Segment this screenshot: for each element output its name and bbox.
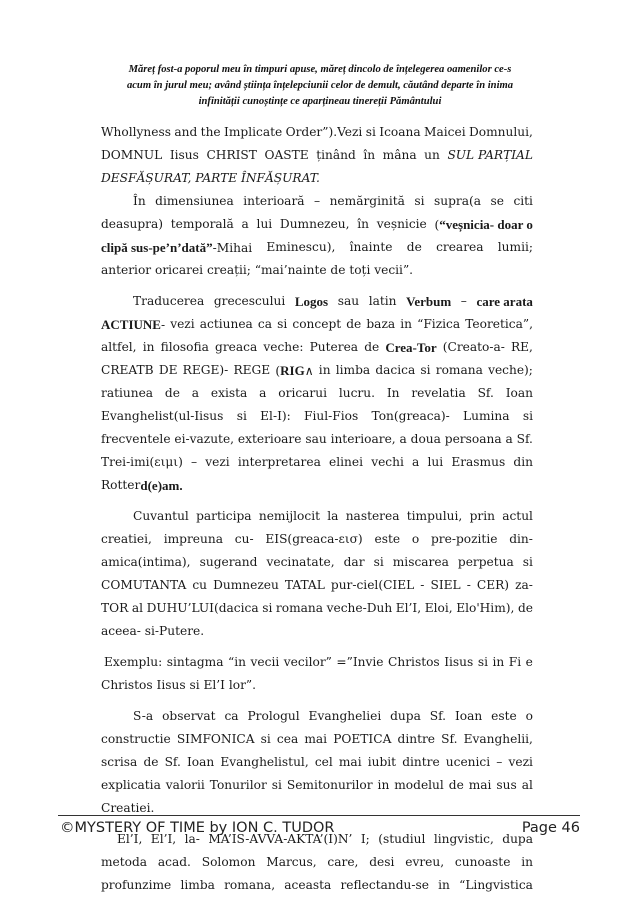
- word: El’I,: [395, 601, 422, 615]
- word: cea: [276, 732, 299, 746]
- page-body: [101, 121, 533, 897]
- text-line: [101, 336, 533, 359]
- word: in: [318, 363, 331, 377]
- word: -: [420, 578, 425, 592]
- word: OASTE: [264, 148, 309, 162]
- bold-term: Verbum: [406, 294, 452, 309]
- text-line: [101, 705, 533, 728]
- word: în: [363, 148, 376, 162]
- word: de: [164, 386, 180, 400]
- word: dintre: [397, 732, 436, 746]
- word: cu-: [234, 532, 254, 546]
- word: Eloi,: [424, 601, 453, 615]
- word: vezi: [205, 455, 230, 469]
- word: deasupra): [101, 217, 164, 231]
- word: observat: [162, 709, 216, 723]
- word: pur-ciel(CIEL: [330, 578, 415, 592]
- word: citi: [513, 194, 533, 208]
- word: veche-Duh: [326, 601, 393, 615]
- word: o: [525, 709, 533, 723]
- word: e: [525, 655, 533, 669]
- text-line: [101, 751, 533, 774]
- word: concept: [292, 317, 342, 331]
- text-line: [101, 359, 533, 382]
- word: RE,: [510, 340, 533, 354]
- word: Sf.: [516, 432, 533, 446]
- word: reflectandu-se: [340, 878, 429, 892]
- text-line: [101, 651, 533, 674]
- word-group: [434, 213, 532, 236]
- word: in: [142, 340, 155, 354]
- word: the: [200, 125, 221, 139]
- page-number: Page 46: [521, 820, 580, 836]
- word-group: [101, 313, 165, 336]
- text-line: [101, 574, 533, 597]
- word: in: [438, 878, 450, 892]
- word: Sf.: [164, 755, 181, 769]
- header-line: Măreț fost-a poporul meu în timpuri apuse, măreț dincolo de înțelegerea oamenilor ce-s: [128, 64, 512, 75]
- text: Creatiei.: [101, 801, 155, 815]
- word: interpretarea: [237, 455, 321, 469]
- text-line: [101, 451, 533, 474]
- word: ucenici: [445, 755, 491, 769]
- word: Marcus,: [266, 855, 317, 869]
- word: exterioare: [237, 432, 302, 446]
- word: Ton(greaca)-: [371, 409, 450, 423]
- word: Sf.: [429, 709, 447, 723]
- text-line: [101, 797, 533, 820]
- word: Ioan: [186, 755, 215, 769]
- word: impreuna: [163, 532, 223, 546]
- bold-term: care arata: [476, 294, 533, 309]
- word: filosofia: [160, 340, 209, 354]
- word: DOMNUL: [101, 148, 163, 162]
- text-line: [101, 144, 533, 167]
- word: În: [133, 194, 146, 208]
- word: EIS(greaca-εισ): [265, 532, 363, 546]
- word: Elo'Him),: [456, 601, 515, 615]
- word: (Creato-a-: [442, 340, 505, 354]
- word: Fiul-Fios: [304, 409, 359, 423]
- word: vechi: [371, 455, 404, 469]
- word: Ioan: [454, 709, 483, 723]
- word: baza: [366, 317, 396, 331]
- word: romana: [435, 363, 483, 377]
- word: iubit: [367, 755, 397, 769]
- word: frecventele: [101, 432, 171, 446]
- word: SIEL: [430, 578, 461, 592]
- word: profunzime: [101, 878, 172, 892]
- word: a: [505, 432, 513, 446]
- word: Lumina: [463, 409, 510, 423]
- text-line: [101, 597, 533, 620]
- word: interioare,: [330, 432, 396, 446]
- word: El’I,: [117, 832, 143, 846]
- word: ratiunea: [101, 386, 154, 400]
- word: cunoaste: [454, 855, 511, 869]
- word: Traducerea: [133, 294, 205, 308]
- word: si: [522, 555, 533, 569]
- word: vecinatate,: [266, 555, 335, 569]
- page-footer: [60, 820, 580, 836]
- word: Iisus: [444, 655, 474, 669]
- word: din: [513, 455, 533, 469]
- word: mai: [304, 732, 328, 746]
- word: al: [131, 601, 144, 615]
- word: DUHU’LUI(dacica: [146, 601, 259, 615]
- word: REGE: [233, 363, 271, 377]
- word: “Lingvistica: [459, 878, 533, 892]
- word: care,: [327, 855, 359, 869]
- word: sintagma: [166, 655, 224, 669]
- word: COMUTANTA: [101, 578, 187, 592]
- word: mai: [338, 755, 362, 769]
- word: –: [191, 455, 198, 469]
- text-line: [101, 505, 533, 528]
- word: timpului,: [406, 509, 463, 523]
- bold-term: ACTIUNE: [101, 317, 161, 332]
- text-line: [101, 213, 533, 236]
- word-group: [101, 236, 252, 259]
- word: lucru.: [338, 386, 375, 400]
- text: aceea- si-Putere.: [101, 624, 205, 638]
- word: de: [364, 340, 380, 354]
- word: perpetua: [457, 555, 514, 569]
- word: Semitonurilor: [286, 778, 373, 792]
- word: metoda: [101, 855, 148, 869]
- word: -: [466, 578, 471, 592]
- word: dacica: [375, 363, 416, 377]
- word: “Fizica: [417, 317, 461, 331]
- footer-copyright: ©MYSTERY OF TIME by ION C. TUDOR: [60, 820, 335, 836]
- word: in: [377, 778, 390, 792]
- text-line: [101, 774, 533, 797]
- bold-quote: “veșnicia- doar o: [439, 217, 533, 232]
- word: =”Invie: [336, 655, 384, 669]
- word: Implicate: [224, 125, 283, 139]
- word: mâna: [382, 148, 417, 162]
- word: REGE)-: [182, 363, 229, 377]
- word: si: [260, 732, 271, 746]
- text-line: [101, 236, 533, 259]
- word: evreu,: [405, 855, 445, 869]
- text-line: [101, 728, 533, 751]
- word: El’I,: [150, 832, 177, 846]
- word: sugerand: [199, 555, 258, 569]
- word: Puterea: [309, 340, 359, 354]
- word: in: [492, 655, 505, 669]
- word: cel: [314, 755, 333, 769]
- word: dimensiunea: [155, 194, 234, 208]
- word: Teoretica”,: [465, 317, 533, 331]
- text-line: [101, 121, 533, 144]
- bold-term: RIG: [280, 363, 305, 378]
- word: sus: [496, 778, 517, 792]
- word: POETICA: [333, 732, 392, 746]
- word: Trei-imi(ειμι): [101, 455, 183, 469]
- word: din-: [509, 532, 533, 546]
- word: CREATB: [101, 363, 154, 377]
- word: exista: [210, 386, 248, 400]
- word: DE: [158, 363, 178, 377]
- caret-glyph: ∧: [304, 364, 314, 378]
- word: and: [174, 125, 198, 139]
- word: Whollyness: [101, 125, 171, 139]
- word: si: [277, 317, 288, 331]
- word: Fi: [508, 655, 522, 669]
- word: -Mihai: [212, 241, 253, 255]
- word: cu: [192, 578, 208, 592]
- running-header: [60, 62, 580, 110]
- word: vezi: [508, 755, 533, 769]
- word: Prologul: [247, 709, 300, 723]
- word: in: [521, 855, 533, 869]
- word: S-a: [133, 709, 154, 723]
- word: ținând: [316, 148, 356, 162]
- word: si: [271, 778, 282, 792]
- text-line: [101, 313, 533, 336]
- word: la-: [184, 832, 200, 846]
- word: TOR: [101, 601, 129, 615]
- footer-divider: [58, 815, 580, 816]
- word: desi: [369, 855, 395, 869]
- word: si: [522, 409, 533, 423]
- word: -: [160, 318, 166, 332]
- text-line: [101, 551, 533, 574]
- word: actul: [502, 509, 533, 523]
- word: Icoana: [379, 125, 421, 139]
- word: ei-vazute,: [174, 432, 235, 446]
- word: sau: [337, 294, 360, 308]
- word: –: [314, 194, 321, 208]
- word: I;: [360, 832, 370, 846]
- word: la: [327, 509, 339, 523]
- word: amica(intima),: [101, 555, 191, 569]
- word: si: [236, 409, 247, 423]
- word: limba: [180, 878, 215, 892]
- word: –: [460, 294, 467, 308]
- word: în: [357, 217, 369, 231]
- word: SUL PARȚIAL: [447, 148, 533, 162]
- word: valorii: [165, 778, 205, 792]
- word: aceasta: [284, 878, 332, 892]
- text-line: [101, 620, 533, 643]
- word: (: [434, 218, 440, 232]
- word: Cuvantul: [133, 509, 189, 523]
- word: de: [143, 755, 159, 769]
- word: In: [386, 386, 400, 400]
- word: de: [406, 240, 422, 254]
- word: lingvistic,: [433, 832, 494, 846]
- word: romana,: [224, 878, 276, 892]
- word: Dumnezeu,: [279, 217, 350, 231]
- word: a: [259, 386, 267, 400]
- word: dar: [343, 555, 365, 569]
- word: constructie: [101, 732, 171, 746]
- word: vezi: [170, 317, 195, 331]
- word: grecescului: [213, 294, 286, 308]
- word: Exemplu:: [104, 655, 163, 669]
- text-line: [101, 405, 533, 428]
- header-line: infinității cunoștințe ce aparțineau tinereții Pământului: [198, 96, 442, 107]
- word-group: [275, 359, 313, 382]
- word: Evanghelii,: [463, 732, 533, 746]
- word: altfel,: [101, 340, 137, 354]
- bold-term: d(e)am.: [140, 478, 183, 493]
- word: sau: [305, 432, 327, 446]
- italic-text: DESFĂȘURAT, PARTE ÎNFĂȘURAT.: [101, 171, 320, 185]
- word: si: [414, 194, 425, 208]
- word: (: [275, 364, 281, 378]
- text-line: [101, 851, 533, 874]
- word: Evanghelist(ul-Iisus: [101, 409, 224, 423]
- word: scrisa: [101, 755, 138, 769]
- word: participa: [196, 509, 252, 523]
- word: CHRIST: [206, 148, 257, 162]
- word: MA’IS-AVVA-AKTA’(I)N’: [208, 832, 353, 846]
- word: prin: [469, 509, 495, 523]
- word: de: [448, 778, 464, 792]
- text-line: [101, 190, 533, 213]
- word: veșnicie: [376, 217, 427, 231]
- word: oricarui: [278, 386, 328, 400]
- text-line: [101, 259, 533, 282]
- word: un: [424, 148, 440, 162]
- bold-term: Crea-Tor: [385, 340, 437, 355]
- text: anterior oricarei creații; “mai’nainte de toți vecii”.: [101, 263, 414, 277]
- word: lui: [427, 455, 444, 469]
- word: modelul: [394, 778, 444, 792]
- word: –: [496, 755, 503, 769]
- text-line: [101, 382, 533, 405]
- word: Domnului,: [469, 125, 533, 139]
- word: Eminescu),: [266, 240, 336, 254]
- word: miscarea: [392, 555, 449, 569]
- word: persoana: [444, 432, 502, 446]
- word: Dumnezeu: [213, 578, 279, 592]
- text-line: [101, 290, 533, 313]
- text-line: [101, 674, 533, 697]
- word: si: [477, 655, 488, 669]
- word: Iisus: [169, 148, 199, 162]
- word: SIMFONICA: [176, 732, 255, 746]
- word: nemijlocit: [258, 509, 320, 523]
- word: si: [373, 555, 384, 569]
- word: dupa: [390, 709, 421, 723]
- word: dupa: [502, 832, 533, 846]
- word: explicatia: [101, 778, 161, 792]
- word: interioară: [243, 194, 305, 208]
- word: “in: [228, 655, 247, 669]
- word: Tonurilor: [209, 778, 267, 792]
- word: de: [346, 317, 362, 331]
- word: elinei: [329, 455, 364, 469]
- word: ca: [257, 317, 273, 331]
- word: (studiul: [378, 832, 426, 846]
- text-line: [101, 428, 533, 451]
- word: înainte: [349, 240, 393, 254]
- word: El-I):: [260, 409, 291, 423]
- text: Christos Iisus si El’I lor”.: [101, 678, 257, 692]
- word: pre-pozitie: [431, 532, 498, 546]
- word: si: [365, 125, 376, 139]
- text-line: [101, 474, 533, 497]
- word: Erasmus: [451, 455, 506, 469]
- word: lui: [256, 217, 273, 231]
- word: si: [262, 601, 273, 615]
- word: a: [241, 217, 249, 231]
- text-line: [101, 167, 533, 190]
- word: dintre: [402, 755, 440, 769]
- word: mai: [468, 778, 492, 792]
- word: veche);: [488, 363, 533, 377]
- text-line: [101, 874, 533, 897]
- word: ca: [224, 709, 239, 723]
- word: Maicei: [424, 125, 466, 139]
- word: Solomon: [201, 855, 256, 869]
- word: limba: [335, 363, 371, 377]
- word: temporală: [170, 217, 234, 231]
- word: a: [412, 455, 420, 469]
- word: greaca: [215, 340, 258, 354]
- word: de: [517, 601, 533, 615]
- word: creatiei,: [101, 532, 152, 546]
- word: a: [399, 432, 407, 446]
- word: vecii: [250, 655, 280, 669]
- word: si: [420, 363, 431, 377]
- word: a: [191, 386, 200, 400]
- word: in: [400, 317, 412, 331]
- word: veche:: [263, 340, 304, 354]
- word: nasterea: [345, 509, 400, 523]
- word: crearea: [436, 240, 484, 254]
- word: acad.: [157, 855, 191, 869]
- word: doua: [410, 432, 441, 446]
- word: este: [491, 709, 517, 723]
- bold-term: Logos: [294, 294, 329, 309]
- word: Rotter: [101, 478, 141, 492]
- word: al: [521, 778, 533, 792]
- word: Evangheliei: [308, 709, 382, 723]
- word: za-: [515, 578, 533, 592]
- word: actiunea: [199, 317, 253, 331]
- word: CER): [476, 578, 510, 592]
- word: revelatia: [411, 386, 466, 400]
- word: Order”).Vezi: [285, 125, 363, 139]
- word: romana: [275, 601, 324, 615]
- word: o: [411, 532, 420, 546]
- word: lumii;: [497, 240, 533, 254]
- word: Christos: [388, 655, 440, 669]
- word: este: [374, 532, 401, 546]
- word: Sf.: [477, 386, 494, 400]
- word: latin: [368, 294, 397, 308]
- word: supra(a: [434, 194, 482, 208]
- word: TATAL: [284, 578, 325, 592]
- word: vecilor”: [283, 655, 332, 669]
- header-line: acum în jurul meu; având știința înțelepciunii celor de demult, căutând departe în inima: [126, 80, 514, 91]
- word: Sf.: [441, 732, 458, 746]
- text-line: [101, 528, 533, 551]
- word: Evanghelistul,: [220, 755, 309, 769]
- word: nemărginită: [329, 194, 405, 208]
- word: se: [490, 194, 504, 208]
- bold-quote: clipă sus-pe’n’dată”: [101, 240, 213, 255]
- word: Ioan: [505, 386, 533, 400]
